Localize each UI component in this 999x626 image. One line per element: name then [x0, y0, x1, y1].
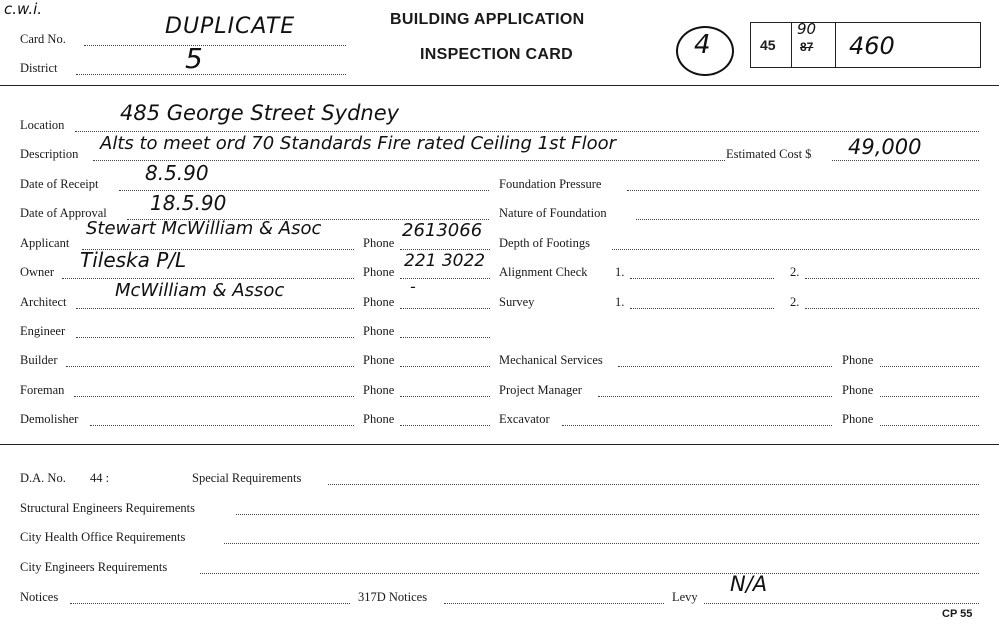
owner-value[interactable]: Tileska P/L — [80, 248, 187, 272]
builder-line — [66, 366, 354, 367]
applicant-phone[interactable]: 2613066 — [402, 220, 483, 241]
box-prefix: 45 — [760, 37, 776, 53]
notices-317d-label: 317D Notices — [358, 590, 428, 604]
applicant-label: Applicant — [20, 236, 70, 250]
survey-item-2: 2. — [790, 295, 800, 309]
box-number: 460 — [849, 32, 895, 60]
project-manager-phone-line — [880, 396, 979, 397]
details-rule — [0, 444, 999, 445]
applicant-phone-line — [400, 249, 490, 250]
estimated-cost-line — [832, 160, 979, 161]
notices-line — [70, 603, 350, 604]
owner-line — [62, 278, 354, 279]
survey-line-2 — [805, 308, 979, 309]
card-no-value[interactable]: DUPLICATE — [165, 14, 296, 39]
excavator-label: Excavator — [499, 412, 550, 426]
levy-value[interactable]: N/A — [730, 572, 768, 596]
alignment-item-1: 1. — [615, 265, 625, 279]
corner-annotation: c.w.i. — [4, 0, 43, 18]
builder-label: Builder — [20, 353, 58, 367]
nature-foundation-label: Nature of Foundation — [499, 206, 607, 220]
alignment-line-1 — [630, 278, 774, 279]
title-line-1: BUILDING APPLICATION — [390, 11, 585, 28]
da-label: D.A. No. — [20, 471, 66, 485]
mechanical-label: Mechanical Services — [499, 353, 603, 367]
depth-footings-label: Depth of Footings — [499, 236, 590, 250]
description-label: Description — [20, 147, 79, 161]
notices-label: Notices — [20, 590, 59, 604]
architect-line — [76, 308, 354, 309]
project-manager-line — [598, 396, 832, 397]
alignment-label: Alignment Check — [499, 265, 588, 279]
engineer-line — [76, 337, 354, 338]
builder-phone-label: Phone — [363, 353, 395, 367]
excavator-line — [562, 425, 832, 426]
estimated-cost-label: Estimated Cost $ — [726, 147, 812, 161]
description-value[interactable]: Alts to meet ord 70 Standards Fire rated Ceiling 1st Floor — [100, 133, 617, 154]
special-line — [328, 484, 979, 485]
builder-phone-line — [400, 366, 490, 367]
foreman-line — [74, 396, 354, 397]
project-manager-label: Project Manager — [499, 383, 582, 397]
receipt-label: Date of Receipt — [20, 177, 99, 191]
foreman-label: Foreman — [20, 383, 65, 397]
approval-label: Date of Approval — [20, 206, 107, 220]
engineer-phone-line — [400, 337, 490, 338]
foundation-pressure-label: Foundation Pressure — [499, 177, 602, 191]
owner-label: Owner — [20, 265, 55, 279]
title-line-2: INSPECTION CARD — [420, 46, 573, 63]
architect-phone-label: Phone — [363, 295, 395, 309]
mechanical-phone-label: Phone — [842, 353, 874, 367]
location-value[interactable]: 485 George Street Sydney — [120, 101, 400, 125]
architect-label: Architect — [20, 295, 67, 309]
survey-label: Survey — [499, 295, 535, 309]
demolisher-line — [90, 425, 354, 426]
owner-phone[interactable]: 221 3022 — [404, 251, 486, 271]
architect-phone[interactable]: - — [410, 277, 416, 296]
approval-value[interactable]: 18.5.90 — [150, 191, 227, 215]
foreman-phone-label: Phone — [363, 383, 395, 397]
project-manager-phone-label: Phone — [842, 383, 874, 397]
demolisher-label: Demolisher — [20, 412, 79, 426]
alignment-item-2: 2. — [790, 265, 800, 279]
box-divider-2 — [835, 23, 836, 67]
special-label: Special Requirements — [192, 471, 302, 485]
mechanical-line — [618, 366, 832, 367]
district-value[interactable]: 5 — [185, 42, 203, 75]
card-no-line — [84, 45, 346, 46]
location-label: Location — [20, 118, 65, 132]
box-year-new: 90 — [797, 20, 817, 38]
owner-phone-label: Phone — [363, 265, 395, 279]
receipt-value[interactable]: 8.5.90 — [145, 161, 209, 185]
district-line — [76, 74, 346, 75]
header-rule — [0, 85, 999, 86]
engineer-phone-label: Phone — [363, 324, 395, 338]
health-label: City Health Office Requirements — [20, 530, 186, 544]
box-year-old: 87 — [800, 40, 814, 54]
depth-footings-line — [612, 249, 979, 250]
form-code: CP 55 — [942, 608, 973, 620]
survey-item-1: 1. — [615, 295, 625, 309]
estimated-cost-value[interactable]: 49,000 — [848, 135, 922, 159]
city-eng-label: City Engineers Requirements — [20, 560, 168, 574]
circled-number: 4 — [694, 30, 711, 60]
engineer-label: Engineer — [20, 324, 66, 338]
location-line — [75, 131, 979, 132]
levy-label: Levy — [672, 590, 698, 604]
architect-phone-line — [400, 308, 490, 309]
applicant-phone-label: Phone — [363, 236, 395, 250]
demolisher-phone-label: Phone — [363, 412, 395, 426]
district-label: District — [20, 61, 58, 75]
city-eng-line — [200, 573, 979, 574]
survey-line-1 — [630, 308, 774, 309]
demolisher-phone-line — [400, 425, 490, 426]
nature-foundation-line — [636, 219, 979, 220]
health-line — [224, 543, 979, 544]
architect-value[interactable]: McWilliam & Assoc — [115, 280, 285, 301]
foreman-phone-line — [400, 396, 490, 397]
structural-label: Structural Engineers Requirements — [20, 501, 195, 515]
notices-317d-line — [444, 603, 664, 604]
excavator-phone-label: Phone — [842, 412, 874, 426]
card-no-label: Card No. — [20, 32, 66, 46]
applicant-value[interactable]: Stewart McWilliam & Asoc — [86, 218, 322, 239]
box-divider-1 — [791, 23, 792, 67]
foundation-pressure-line — [627, 190, 979, 191]
da-value: 44 : — [90, 471, 110, 485]
levy-line — [704, 603, 979, 604]
alignment-line-2 — [805, 278, 979, 279]
excavator-phone-line — [880, 425, 979, 426]
structural-line — [236, 514, 979, 515]
mechanical-phone-line — [880, 366, 979, 367]
